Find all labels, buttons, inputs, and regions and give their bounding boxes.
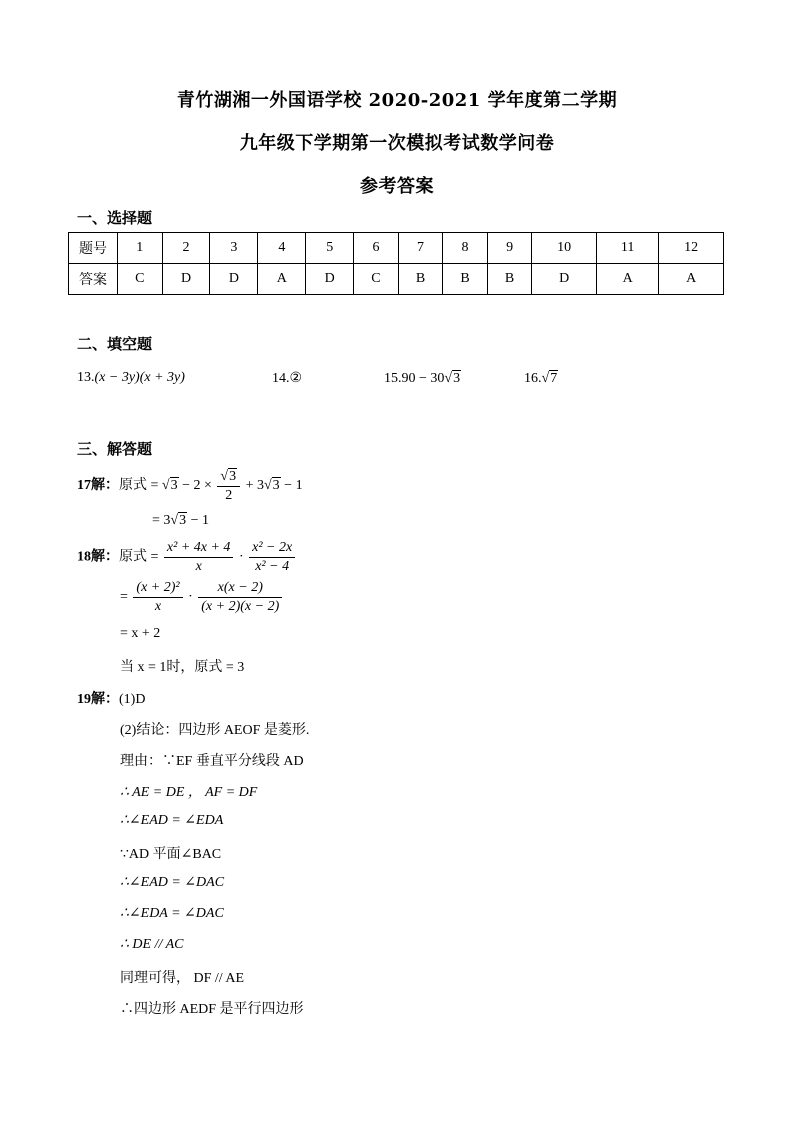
section-heading-multiple-choice: 一、选择题: [77, 209, 153, 227]
table-cell: C: [354, 264, 399, 295]
table-cell: D: [162, 264, 210, 295]
table-cell: A: [659, 264, 724, 295]
table-cell: 11: [596, 233, 658, 264]
question-number: 15.: [384, 371, 402, 386]
proof-line: ∴四边形 AEDF 是平行四边形: [120, 1002, 304, 1017]
table-cell: 8: [443, 233, 488, 264]
expr-text: ·: [235, 549, 248, 565]
question-number: 13.: [77, 370, 95, 385]
proof-line: (2)结论：四边形 AEOF 是菱形.: [120, 723, 310, 738]
table-cell: 4: [258, 233, 306, 264]
solution-q17-line1: [77, 468, 303, 504]
fraction: [164, 540, 234, 575]
radicand: 7: [550, 371, 558, 386]
numerator: x² − 2x: [249, 540, 295, 558]
table-cell: 5: [306, 233, 354, 264]
table-cell: B: [443, 264, 488, 295]
fraction: [217, 468, 240, 504]
table-cell-label: 答案: [69, 264, 118, 295]
sqrt-symbol: √: [263, 478, 272, 494]
document-subtitle: 九年级下学期第一次模拟考试数学问卷: [239, 133, 555, 154]
question-label: 19解：: [77, 692, 119, 707]
expr-text: − 1: [280, 478, 303, 494]
table-cell: A: [596, 264, 658, 295]
document-title: 青竹湖湘一外国语学校 2020-2021 学年度第二学期: [176, 90, 618, 111]
expr-text: ·: [184, 589, 197, 605]
solution-q18-line3: = x + 2: [120, 626, 161, 641]
table-cell: B: [398, 264, 443, 295]
numerator: x(x − 2): [198, 580, 282, 598]
fraction: [133, 580, 182, 615]
radicand: 3: [453, 371, 461, 386]
table-row-answers: [69, 264, 724, 295]
proof-line: ∴ DE // AC: [120, 937, 184, 952]
solution-q19-line1: [77, 688, 145, 708]
table-cell: 7: [398, 233, 443, 264]
expr-text: =: [120, 589, 132, 605]
question-number: 14.: [272, 371, 290, 386]
table-cell: C: [118, 264, 163, 295]
denominator: x: [154, 599, 162, 614]
answer-value: 90 − 30: [401, 371, 445, 386]
question-number: 16.: [524, 371, 542, 386]
fraction: [249, 540, 295, 575]
sqrt-symbol: √: [220, 469, 229, 484]
expr-text: (1)D: [119, 692, 146, 707]
table-cell: D: [210, 264, 258, 295]
answer-table: [68, 232, 724, 295]
denominator: x: [195, 559, 202, 574]
table-cell: 6: [354, 233, 399, 264]
sqrt-symbol: √: [541, 371, 550, 386]
table-cell: 9: [487, 233, 532, 264]
answer-key-heading: 参考答案: [360, 176, 434, 197]
denominator: 2: [225, 488, 233, 503]
numerator: x² + 4x + 4: [164, 540, 234, 558]
table-cell: 1: [118, 233, 163, 264]
section-heading-solutions: 三、解答题: [77, 440, 153, 458]
proof-line: ∴∠EDA = ∠DAC: [120, 906, 224, 921]
table-cell: B: [487, 264, 532, 295]
solution-q18-line1: [77, 540, 297, 575]
denominator: x² − 4: [255, 559, 290, 574]
numerator: (x + 2)²: [133, 580, 182, 598]
radicand: 3: [272, 478, 280, 494]
proof-line: ∵AD 平面∠BAC: [120, 847, 222, 862]
proof-line: 理由：∵EF 垂直平分线段 AD: [120, 754, 304, 769]
answer-q15: [384, 370, 461, 387]
expr-text: 原式 =: [119, 478, 162, 494]
table-cell: D: [532, 264, 597, 295]
answer-value: (x − 3y)(x + 3y): [94, 370, 185, 385]
table-cell: A: [258, 264, 306, 295]
question-label: 18解：: [77, 549, 119, 565]
proof-line: ∴∠EAD = ∠EDA: [120, 813, 224, 828]
expr-text: − 1: [187, 513, 209, 528]
proof-line: 同理可得， DF // AE: [120, 971, 245, 986]
sqrt-symbol: √: [444, 371, 453, 386]
denominator: (x + 2)(x − 2): [201, 599, 280, 614]
sqrt-symbol: √: [170, 513, 179, 528]
expr-text: = 3: [152, 513, 171, 528]
solution-q18-line4: 当 x = 1时，原式 = 3: [120, 660, 245, 675]
expr-text: 原式 =: [119, 549, 162, 565]
table-cell-label: 题号: [69, 233, 118, 264]
sqrt-symbol: √: [161, 478, 170, 494]
expr-text: + 3: [242, 478, 264, 494]
table-cell: D: [306, 264, 354, 295]
radicand: 3: [170, 478, 178, 494]
radicand: 3: [179, 513, 187, 528]
table-row-question-numbers: [69, 233, 724, 264]
proof-line: ∴ AE = DE ， AF = DF: [120, 785, 258, 800]
fraction: [198, 580, 282, 615]
solution-q18-line2: [120, 580, 284, 615]
answer-q14: [272, 370, 302, 387]
radicand: 3: [229, 469, 237, 484]
answer-value: ②: [289, 371, 303, 386]
expr-text: − 2 ×: [178, 478, 216, 494]
question-label: 17解：: [77, 478, 119, 494]
solution-q17-line2: [152, 512, 209, 529]
proof-line: ∴∠EAD = ∠DAC: [120, 875, 225, 890]
table-cell: 10: [532, 233, 597, 264]
answer-q13: [77, 370, 185, 386]
section-heading-fill-in: 二、填空题: [77, 335, 153, 353]
table-cell: 3: [210, 233, 258, 264]
answer-q16: [524, 370, 558, 387]
table-cell: 2: [162, 233, 210, 264]
table-cell: 12: [659, 233, 724, 264]
